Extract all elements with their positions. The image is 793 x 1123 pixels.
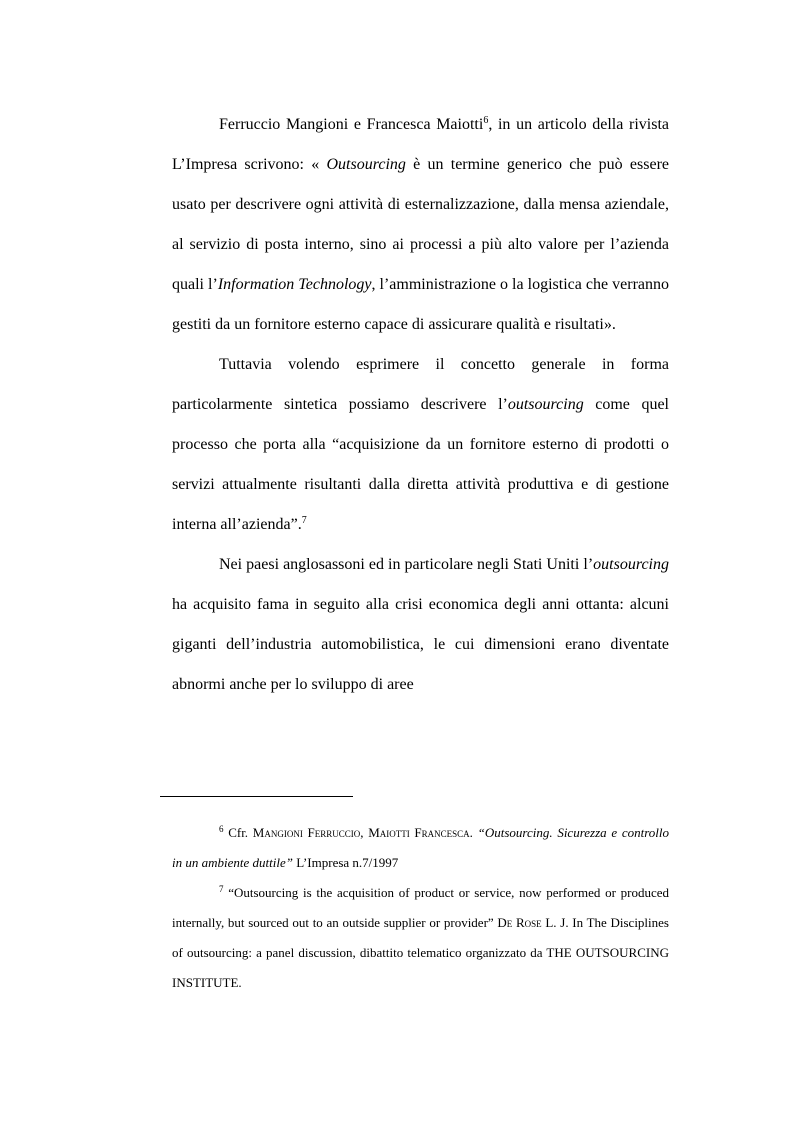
paragraph-1 (172, 105, 669, 345)
footnote-number: 7 (219, 884, 224, 894)
paragraph-2 (172, 345, 669, 545)
paragraph-1-text: , in un articolo della rivista L’Impresa scrivono: « (172, 116, 669, 173)
footnote-text: “Outsourcing is the acquisition of product or service, now performed or produced internally, but sourced out to an outside supplier or provider” (172, 885, 669, 930)
italic-term: outsourcing (507, 396, 584, 413)
paragraph-1-text: Ferruccio Mangioni e Francesca Maiotti (219, 116, 484, 133)
paragraph-1-text: , l’amministrazione o la logistica che verranno gestiti da un fornitore esterno capace di assicurare qualità e risultati». (172, 276, 669, 333)
footnote-ref-6[interactable]: 6 (483, 115, 489, 126)
footnote-text: L’Impresa n.7/1997 (292, 855, 399, 870)
footnotes (172, 818, 669, 998)
footnote-text: Cfr. (223, 825, 253, 840)
paragraph-1-text: è un termine generico che può essere usato per descrivere ogni attività di esternalizzazione, dalla mensa aziendale, al servizio di posta interno, sino ai processi a più alto valore per l’azienda quali l’ (172, 156, 669, 293)
footnote-ref-7[interactable]: 7 (301, 515, 307, 526)
paragraph-2-text: come quel processo che porta alla “acquisizione da un fornitore esterno di prodotti o servizi attualmente risultanti dalla diretta attività produttiva e di gestione interna all’azienda”. (172, 396, 669, 533)
footnote-title: “Outsourcing. Sicurezza e controllo in un ambiente duttile” (172, 825, 670, 870)
paragraph-2-text: Tuttavia volendo esprimere il concetto generale in forma particolarmente sintetica possiamo descrivere l’ (172, 356, 669, 413)
footnote-authors: De Rose (497, 915, 542, 930)
footnote-number: 6 (219, 824, 224, 834)
footnote-separator (160, 796, 353, 797)
italic-term: Outsourcing (326, 156, 406, 173)
paragraph-3 (172, 545, 669, 705)
body-text (172, 105, 669, 705)
paragraph-3-text: Nei paesi anglosassoni ed in particolare negli Stati Uniti l’ (219, 556, 594, 573)
footnote-7 (172, 878, 669, 998)
footnote-6 (172, 818, 669, 878)
italic-term: Information Technology (217, 276, 372, 293)
paragraph-3-text: ha acquisito fama in seguito alla crisi economica degli anni ottanta: alcuni giganti dell’industria automobilistica, le cui dimensioni erano diventate abnormi anche per lo sviluppo di aree (172, 596, 669, 693)
footnote-text: L. J. In The Disciplines of outsourcing: a panel discussion, dibattito telematico organizzato da THE OUTSOURCING INSTITUTE. (172, 915, 669, 990)
italic-term: outsourcing (593, 556, 669, 573)
footnote-authors: Mangioni Ferruccio, Maiotti Francesca. (252, 825, 473, 840)
